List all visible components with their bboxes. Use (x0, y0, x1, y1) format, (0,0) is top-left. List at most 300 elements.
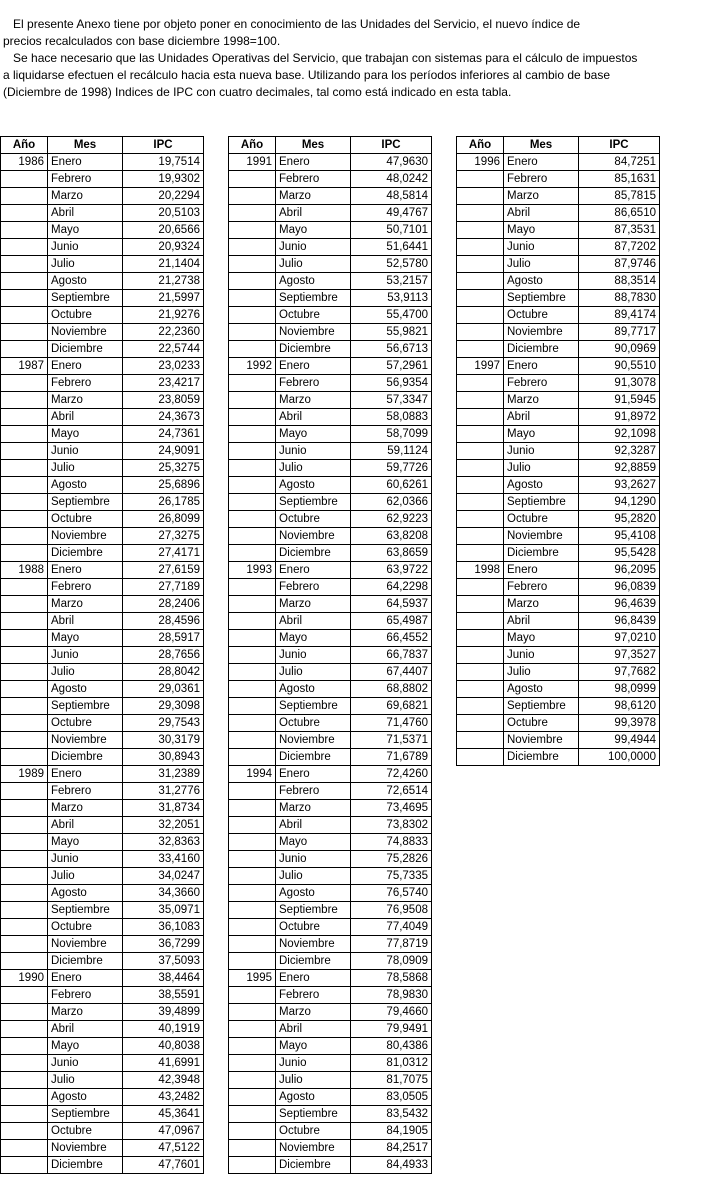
ipc-value: 83,5432 (351, 1106, 432, 1123)
table-row (229, 409, 432, 426)
year-cell (229, 715, 276, 732)
month-cell: Febrero (276, 171, 351, 188)
year-cell (1, 256, 48, 273)
table-row (1, 732, 204, 749)
month-cell: Septiembre (504, 698, 579, 715)
table-row (229, 919, 432, 936)
month-cell: Mayo (48, 834, 123, 851)
ipc-value: 96,0839 (579, 579, 660, 596)
table-row (457, 222, 660, 239)
year-cell (457, 715, 504, 732)
month-cell: Octubre (276, 919, 351, 936)
year-cell (229, 409, 276, 426)
month-cell: Septiembre (276, 698, 351, 715)
table-row (457, 324, 660, 341)
year-cell (229, 800, 276, 817)
ipc-value: 31,8734 (123, 800, 204, 817)
year-cell: 1994 (229, 766, 276, 783)
year-header: Año (229, 137, 276, 154)
header-row (229, 137, 432, 154)
year-cell (1, 851, 48, 868)
year-cell (229, 511, 276, 528)
month-cell: Diciembre (276, 341, 351, 358)
table-row (229, 817, 432, 834)
year-cell (457, 596, 504, 613)
intro-line: El presente Anexo tiene por objeto poner en conocimiento de las Unidades del Servicio, el nuevo índice de (13, 17, 581, 31)
ipc-value: 85,7815 (579, 188, 660, 205)
table-row (229, 902, 432, 919)
year-cell (457, 324, 504, 341)
year-cell (1, 1055, 48, 1072)
table-row (457, 579, 660, 596)
month-cell: Noviembre (48, 528, 123, 545)
table-row (229, 1123, 432, 1140)
month-cell: Mayo (48, 1038, 123, 1055)
ipc-value: 21,9276 (123, 307, 204, 324)
ipc-value: 43,2482 (123, 1089, 204, 1106)
ipc-value: 19,9302 (123, 171, 204, 188)
ipc-value: 69,6821 (351, 698, 432, 715)
year-cell (1, 834, 48, 851)
month-cell: Junio (276, 851, 351, 868)
month-cell: Febrero (48, 783, 123, 800)
year-cell (1, 409, 48, 426)
month-cell: Enero (48, 970, 123, 987)
month-cell: Abril (504, 613, 579, 630)
ipc-value: 74,8833 (351, 834, 432, 851)
ipc-value: 20,2294 (123, 188, 204, 205)
table-row (229, 256, 432, 273)
year-cell (457, 613, 504, 630)
year-cell (457, 188, 504, 205)
year-cell (229, 239, 276, 256)
ipc-value: 98,0999 (579, 681, 660, 698)
year-cell (229, 375, 276, 392)
table-row (457, 681, 660, 698)
ipc-value: 41,6991 (123, 1055, 204, 1072)
month-cell: Mayo (276, 630, 351, 647)
year-cell (1, 715, 48, 732)
year-cell: 1997 (457, 358, 504, 375)
year-cell (229, 290, 276, 307)
year-cell (1, 273, 48, 290)
table-row (229, 205, 432, 222)
month-cell: Noviembre (276, 936, 351, 953)
table-row (1, 545, 204, 562)
year-cell (229, 919, 276, 936)
year-cell (457, 664, 504, 681)
month-cell: Mayo (276, 834, 351, 851)
table-row (1, 902, 204, 919)
ipc-value: 97,0210 (579, 630, 660, 647)
ipc-value: 84,2517 (351, 1140, 432, 1157)
ipc-value: 71,4760 (351, 715, 432, 732)
month-cell: Marzo (276, 800, 351, 817)
month-cell: Agosto (48, 273, 123, 290)
month-cell: Agosto (48, 1089, 123, 1106)
year-cell (1, 460, 48, 477)
ipc-value: 77,8719 (351, 936, 432, 953)
year-cell: 1987 (1, 358, 48, 375)
ipc-value: 47,9630 (351, 154, 432, 171)
month-cell: Noviembre (48, 324, 123, 341)
table-row (1, 596, 204, 613)
ipc-value: 37,5093 (123, 953, 204, 970)
table-row (229, 460, 432, 477)
ipc-value: 36,7299 (123, 936, 204, 953)
ipc-value: 71,6789 (351, 749, 432, 766)
month-cell: Abril (48, 205, 123, 222)
month-cell: Julio (276, 1072, 351, 1089)
intro-paragraph-2 (3, 50, 698, 101)
year-cell (229, 851, 276, 868)
month-cell: Agosto (276, 273, 351, 290)
year-cell (1, 783, 48, 800)
month-cell: Marzo (276, 596, 351, 613)
ipc-value: 28,5917 (123, 630, 204, 647)
table-row (1, 188, 204, 205)
month-cell: Marzo (48, 596, 123, 613)
month-cell: Febrero (504, 579, 579, 596)
ipc-value: 21,2738 (123, 273, 204, 290)
month-cell: Mayo (48, 426, 123, 443)
ipc-value: 64,2298 (351, 579, 432, 596)
table-row (1, 324, 204, 341)
ipc-value: 23,4217 (123, 375, 204, 392)
year-cell (229, 664, 276, 681)
year-cell (229, 188, 276, 205)
table-row (1, 953, 204, 970)
month-cell: Febrero (48, 171, 123, 188)
year-cell (457, 749, 504, 766)
ipc-value: 47,0967 (123, 1123, 204, 1140)
month-cell: Julio (48, 1072, 123, 1089)
month-cell: Agosto (504, 681, 579, 698)
table-row (457, 273, 660, 290)
table-row (229, 477, 432, 494)
month-cell: Diciembre (504, 341, 579, 358)
year-cell (1, 545, 48, 562)
year-cell (229, 953, 276, 970)
year-cell (457, 307, 504, 324)
table-row (229, 1106, 432, 1123)
table-row (1, 868, 204, 885)
month-cell: Febrero (276, 783, 351, 800)
intro-text (3, 16, 698, 101)
ipc-value: 51,6441 (351, 239, 432, 256)
ipc-value: 84,1905 (351, 1123, 432, 1140)
year-cell (229, 477, 276, 494)
month-cell: Enero (504, 154, 579, 171)
table-row (229, 851, 432, 868)
year-cell (457, 477, 504, 494)
table-row (1, 698, 204, 715)
table-row (1, 851, 204, 868)
year-cell (229, 885, 276, 902)
ipc-value: 92,1098 (579, 426, 660, 443)
year-cell (457, 273, 504, 290)
year-cell (1, 290, 48, 307)
month-cell: Agosto (276, 885, 351, 902)
ipc-value: 85,1631 (579, 171, 660, 188)
ipc-value: 29,3098 (123, 698, 204, 715)
ipc-value: 66,4552 (351, 630, 432, 647)
ipc-value: 45,3641 (123, 1106, 204, 1123)
table-row (1, 783, 204, 800)
year-cell (457, 375, 504, 392)
year-cell (229, 528, 276, 545)
ipc-value: 29,7543 (123, 715, 204, 732)
table-row (229, 154, 432, 171)
month-cell: Julio (276, 868, 351, 885)
year-cell (457, 528, 504, 545)
year-cell (229, 868, 276, 885)
table-row (1, 1021, 204, 1038)
month-cell: Octubre (48, 307, 123, 324)
month-cell: Abril (504, 205, 579, 222)
table-row (229, 528, 432, 545)
month-cell: Enero (504, 562, 579, 579)
ipc-value: 76,9508 (351, 902, 432, 919)
table-row (457, 494, 660, 511)
month-cell: Septiembre (48, 698, 123, 715)
month-cell: Agosto (48, 885, 123, 902)
month-header: Mes (504, 137, 579, 154)
month-cell: Enero (276, 154, 351, 171)
month-cell: Julio (504, 460, 579, 477)
ipc-value: 26,1785 (123, 494, 204, 511)
month-cell: Junio (276, 647, 351, 664)
table-row (457, 188, 660, 205)
ipc-value: 78,9830 (351, 987, 432, 1004)
year-cell (1, 307, 48, 324)
month-cell: Febrero (48, 579, 123, 596)
ipc-value: 76,5740 (351, 885, 432, 902)
table-row (1, 171, 204, 188)
year-cell (229, 1021, 276, 1038)
ipc-value: 89,7717 (579, 324, 660, 341)
table-row (1, 1140, 204, 1157)
ipc-value: 60,6261 (351, 477, 432, 494)
year-cell (1, 1106, 48, 1123)
table-row (1, 392, 204, 409)
year-cell (1, 392, 48, 409)
year-cell (457, 290, 504, 307)
year-cell (1, 919, 48, 936)
year-cell (229, 783, 276, 800)
month-cell: Diciembre (504, 545, 579, 562)
year-cell (1, 443, 48, 460)
table-row (229, 766, 432, 783)
month-cell: Julio (48, 664, 123, 681)
month-cell: Octubre (276, 715, 351, 732)
year-cell (229, 1157, 276, 1174)
month-cell: Marzo (48, 800, 123, 817)
table-row (1, 273, 204, 290)
ipc-value: 91,8972 (579, 409, 660, 426)
month-cell: Abril (48, 613, 123, 630)
ipc-value: 79,9491 (351, 1021, 432, 1038)
table-row (229, 494, 432, 511)
table-row (229, 698, 432, 715)
ipc-value: 57,2961 (351, 358, 432, 375)
table-row (229, 970, 432, 987)
intro-line: Se hace necesario que las Unidades Operativas del Servicio, que trabajan con sistemas para el cálculo de impuestos (13, 51, 638, 65)
ipc-value: 53,2157 (351, 273, 432, 290)
table-row (229, 800, 432, 817)
year-cell (229, 647, 276, 664)
month-cell: Julio (276, 664, 351, 681)
month-cell: Abril (48, 1021, 123, 1038)
ipc-value: 26,8099 (123, 511, 204, 528)
ipc-value: 63,8659 (351, 545, 432, 562)
table-row (1, 409, 204, 426)
year-cell (229, 749, 276, 766)
month-cell: Septiembre (276, 290, 351, 307)
table-row (457, 358, 660, 375)
year-cell (1, 596, 48, 613)
month-cell: Octubre (276, 307, 351, 324)
month-cell: Octubre (504, 511, 579, 528)
month-cell: Septiembre (504, 494, 579, 511)
table-row (1, 528, 204, 545)
table-row (457, 171, 660, 188)
ipc-value: 55,4700 (351, 307, 432, 324)
table-row (229, 1021, 432, 1038)
table-row (229, 647, 432, 664)
month-cell: Julio (276, 460, 351, 477)
table-row (229, 188, 432, 205)
year-cell: 1998 (457, 562, 504, 579)
month-cell: Noviembre (276, 324, 351, 341)
year-cell (229, 1004, 276, 1021)
year-cell (1, 885, 48, 902)
month-cell: Enero (48, 154, 123, 171)
ipc-value: 57,3347 (351, 392, 432, 409)
ipc-value: 27,4171 (123, 545, 204, 562)
table-row (229, 392, 432, 409)
ipc-value: 50,7101 (351, 222, 432, 239)
month-cell: Septiembre (504, 290, 579, 307)
month-cell: Febrero (504, 375, 579, 392)
table-row (457, 511, 660, 528)
table-row (1, 1089, 204, 1106)
ipc-value: 19,7514 (123, 154, 204, 171)
year-cell (229, 1089, 276, 1106)
table-row (229, 868, 432, 885)
year-cell (1, 341, 48, 358)
year-cell (229, 307, 276, 324)
ipc-value: 64,5937 (351, 596, 432, 613)
table-row (229, 545, 432, 562)
year-cell (229, 273, 276, 290)
year-cell: 1989 (1, 766, 48, 783)
month-cell: Diciembre (48, 953, 123, 970)
ipc-value: 48,0242 (351, 171, 432, 188)
month-cell: Febrero (48, 375, 123, 392)
month-cell: Octubre (504, 715, 579, 732)
month-cell: Diciembre (276, 1157, 351, 1174)
ipc-value: 25,3275 (123, 460, 204, 477)
year-cell (1, 324, 48, 341)
year-cell (457, 171, 504, 188)
month-cell: Enero (504, 358, 579, 375)
table-row (1, 766, 204, 783)
year-cell (1, 205, 48, 222)
table-row (1, 987, 204, 1004)
year-cell (229, 392, 276, 409)
month-cell: Marzo (276, 392, 351, 409)
ipc-value: 68,8802 (351, 681, 432, 698)
table-row (457, 239, 660, 256)
table-row (229, 715, 432, 732)
month-cell: Enero (276, 358, 351, 375)
month-cell: Junio (48, 239, 123, 256)
year-cell (1, 426, 48, 443)
year-cell (457, 511, 504, 528)
table-row (1, 817, 204, 834)
year-cell (1, 902, 48, 919)
ipc-value: 63,8208 (351, 528, 432, 545)
year-cell (457, 341, 504, 358)
ipc-value: 38,5591 (123, 987, 204, 1004)
month-cell: Mayo (504, 426, 579, 443)
month-cell: Marzo (276, 188, 351, 205)
month-cell: Abril (276, 205, 351, 222)
year-cell (1, 664, 48, 681)
month-cell: Abril (276, 1021, 351, 1038)
year-cell (457, 681, 504, 698)
ipc-value: 24,3673 (123, 409, 204, 426)
year-cell (457, 205, 504, 222)
ipc-value: 42,3948 (123, 1072, 204, 1089)
ipc-value: 99,3978 (579, 715, 660, 732)
ipc-value: 27,6159 (123, 562, 204, 579)
month-cell: Agosto (48, 681, 123, 698)
ipc-value: 90,5510 (579, 358, 660, 375)
ipc-value: 92,8859 (579, 460, 660, 477)
year-cell (1, 171, 48, 188)
year-cell (1, 1072, 48, 1089)
year-cell (229, 545, 276, 562)
ipc-value: 52,5780 (351, 256, 432, 273)
year-cell (229, 205, 276, 222)
month-cell: Octubre (48, 1123, 123, 1140)
ipc-value: 33,4160 (123, 851, 204, 868)
ipc-value: 97,3527 (579, 647, 660, 664)
ipc-value: 77,4049 (351, 919, 432, 936)
table-row (229, 426, 432, 443)
table-row (229, 732, 432, 749)
table-row (1, 1055, 204, 1072)
year-cell (1, 732, 48, 749)
ipc-value: 87,3531 (579, 222, 660, 239)
year-cell (229, 817, 276, 834)
ipc-value: 96,2095 (579, 562, 660, 579)
month-cell: Julio (48, 256, 123, 273)
month-cell: Noviembre (504, 324, 579, 341)
table-row (229, 1089, 432, 1106)
year-cell (1, 1123, 48, 1140)
month-cell: Agosto (48, 477, 123, 494)
ipc-value: 23,0233 (123, 358, 204, 375)
ipc-value: 31,2776 (123, 783, 204, 800)
year-cell (1, 477, 48, 494)
table-row (1, 494, 204, 511)
month-cell: Mayo (276, 1038, 351, 1055)
table-row (229, 1038, 432, 1055)
month-cell: Julio (276, 256, 351, 273)
